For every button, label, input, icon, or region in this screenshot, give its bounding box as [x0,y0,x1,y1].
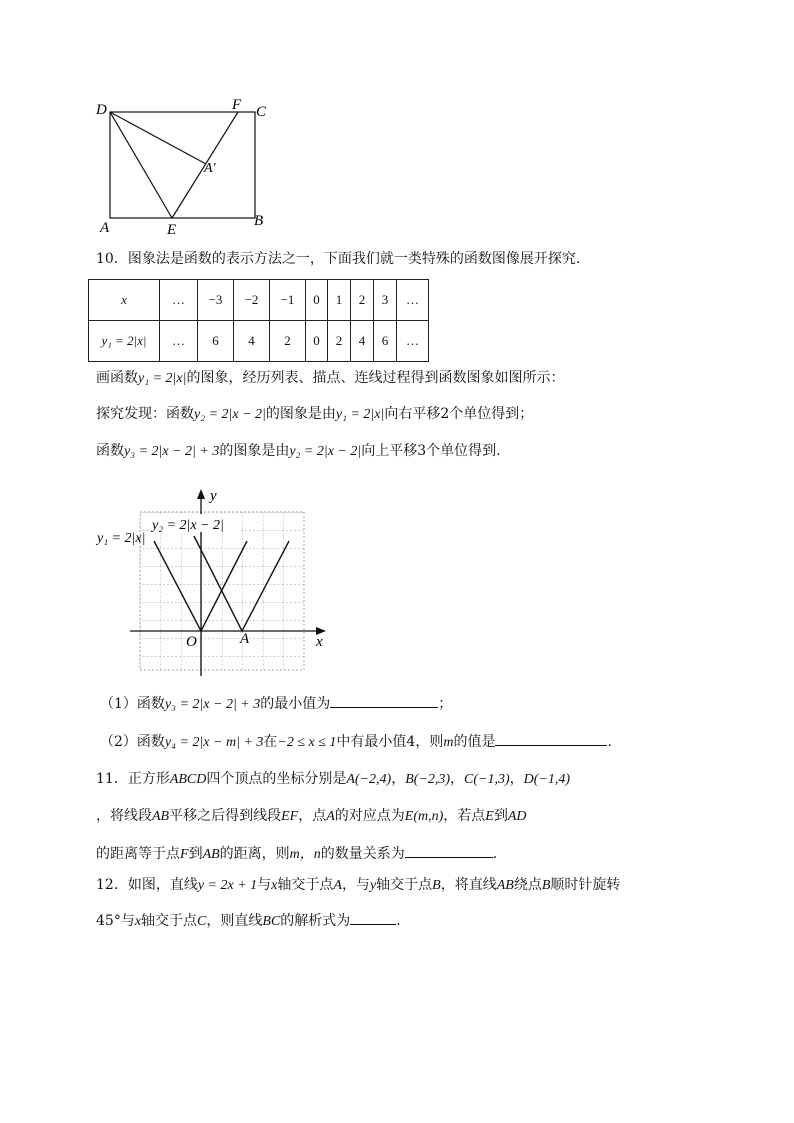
text: 的距离，则 [219,846,290,862]
math: AB [496,878,514,893]
text: 的图象是由 [219,443,290,459]
math: BC [262,914,281,929]
text: 到 [493,808,508,824]
text: ，与 [341,877,370,893]
text: 探究发现：函数 [96,406,194,422]
text: 的解析式为 [280,913,351,929]
table-cell: 0 [306,280,328,321]
text: 45°与 [96,913,135,929]
text: ，则直线 [206,913,263,929]
q10-intro-text: 图象法是函数的表示方法之一，下面我们就一类特殊的函数图像展开探究. [127,251,581,267]
text: ，若点 [443,808,486,824]
q10-line3 [96,441,501,462]
label-y2: y₂ = 2|x − 2| [152,518,224,533]
text: 顺时针旋转 [550,877,621,893]
math-y2: y₂ = 2|x − 2| [289,444,362,459]
math-y3: y₃ = 2|x − 2| + 3 [164,697,261,712]
answer-blank[interactable] [495,731,607,746]
q10-sub1 [100,693,452,715]
rectangle-figure [90,92,280,242]
table-cell: 2 [328,321,351,362]
math-point-d: D(−1,4) [523,772,571,787]
label-f: F [232,97,242,113]
math: E(m,n) [404,809,444,824]
text: 到 [188,846,203,862]
text: 向上平移3个单位得到. [361,443,501,459]
text: 绕点 [513,877,542,893]
answer-blank[interactable] [405,843,493,858]
label-axis-y: y [210,488,217,504]
math: y [369,878,377,893]
text: 在 [263,734,278,750]
math-point-b: B(−2,3) [405,772,451,787]
table-header-x: x [89,280,160,321]
math: B [541,878,551,893]
text: 与 [257,877,272,893]
text: 的最小值为 [260,696,331,712]
table-row-x [89,280,429,321]
math: AB [152,809,170,824]
text: . [607,734,612,750]
text: 的值是 [453,734,496,750]
label-a-prime: A′ [204,161,216,176]
math-point-c: C(−1,3) [464,772,510,787]
table-cell: … [160,280,198,321]
math-point-a: A(−2,4) [346,772,392,787]
text: ， [509,771,524,787]
math-range: −2 ≤ x ≤ 1 [277,735,337,750]
segment-de [110,112,172,218]
math: m，n [289,847,321,862]
answer-blank[interactable] [350,910,396,925]
text: 如图，直线 [127,877,198,893]
q12-line2 [96,910,401,932]
text: 的图象是由 [265,406,336,422]
q10-sub2 [100,731,612,753]
math-y1: y₁ = 2|x| [138,371,187,386]
q12-line1 [96,875,620,896]
math: x [134,914,142,929]
text: ，将线段 [96,808,152,824]
math-y3: y₃ = 2|x − 2| + 3 [124,444,220,459]
table-cell: −1 [270,280,306,321]
math: A [326,809,335,824]
table-cell: 2 [270,321,306,362]
q11-line3 [96,843,497,865]
text: 向右平移2个单位得到； [384,406,534,422]
text: （1）函数 [100,696,165,712]
math: AD [507,809,527,824]
math: AB [202,847,220,862]
text: 函数 [96,443,124,459]
q11-number: 11． [96,771,128,787]
q10-intro [96,249,580,269]
text: 轴交于点 [376,877,433,893]
text: 的距离等于点 [96,846,180,862]
text: 的数量关系为 [320,846,405,862]
text: 正方形 [127,771,170,787]
text: ，将直线 [440,877,497,893]
label-e: E [167,222,177,238]
math-y4: y₄ = 2|x − m| + 3 [164,735,264,750]
label-origin: O [186,634,197,650]
math: C [197,914,207,929]
table-cell: −2 [234,280,270,321]
table-cell: 1 [328,280,351,321]
label-a: A [100,220,110,236]
math: E [485,809,494,824]
q10-line1 [96,368,564,389]
table-cell: … [397,280,429,321]
table-row-y1 [89,321,429,362]
text: 平移之后得到线段 [169,808,282,824]
text: ， [391,771,406,787]
table-cell: 4 [351,321,374,362]
math: A [333,878,342,893]
answer-blank[interactable] [330,693,438,708]
table-cell: 6 [374,321,397,362]
y-axis-arrow-icon [197,489,205,499]
table-cell: 0 [306,321,328,362]
table-cell: 6 [198,321,234,362]
table-cell: −3 [198,280,234,321]
math: EF [281,809,299,824]
table-cell: … [397,321,429,362]
math: B [432,878,441,893]
label-d: D [96,102,107,118]
label-axis-x: x [316,634,323,650]
table-header-y1: y₁ = 2|x| [89,321,160,362]
math-y2: y₂ = 2|x − 2| [194,407,266,422]
text: 画函数 [96,370,138,386]
table-cell: 4 [234,321,270,362]
q12-number: 12． [96,877,128,893]
math-abcd: ABCD [169,772,207,787]
table-cell: … [160,321,198,362]
math: x [271,878,278,893]
q11-line2 [96,806,527,827]
label-point-a: A [240,631,250,647]
text: 的对应点为 [334,808,405,824]
math: F [180,847,189,862]
text: 轴交于点 [277,877,334,893]
table-cell: 3 [374,280,397,321]
text: ，点 [298,808,327,824]
text: 的图象，经历列表、描点、连线过程得到函数图象如图所示： [186,370,565,386]
text: 轴交于点 [141,913,198,929]
table-cell: 2 [351,280,374,321]
text: . [492,846,498,862]
q10-line2 [96,404,533,425]
label-y1: y₁ = 2|x| [97,531,146,546]
math: y = 2x + 1 [197,878,258,893]
text: ， [450,771,465,787]
text: 中有最小值4，则 [336,734,444,750]
text: ； [438,696,453,712]
label-c: C [256,104,267,120]
q10-number: 10． [96,251,128,267]
text: （2）函数 [100,734,165,750]
q10-value-table [88,279,429,362]
label-b: B [254,213,264,229]
absolute-value-graph [94,486,334,676]
text: . [396,913,401,929]
q11-line1 [96,769,570,790]
math-m: m [443,735,454,750]
segment-da-prime [110,112,206,164]
text: 四个顶点的坐标分别是 [206,771,347,787]
math-y1: y₁ = 2|x| [335,407,385,422]
